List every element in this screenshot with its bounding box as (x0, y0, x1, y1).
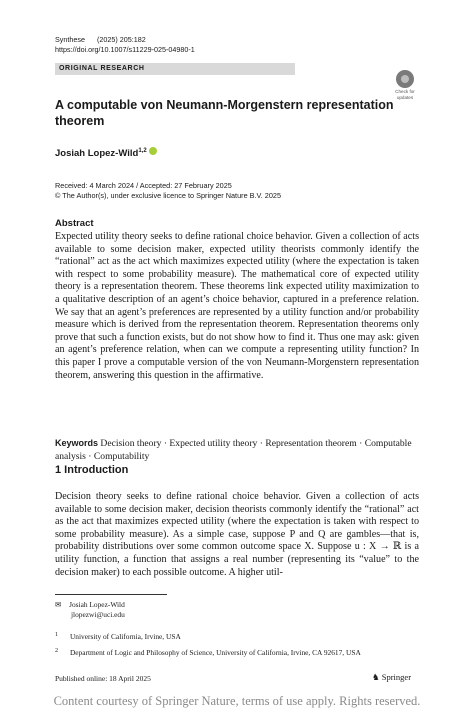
author-name[interactable]: Josiah Lopez-Wild (55, 148, 139, 159)
check-updates-icon (396, 70, 414, 88)
section-banner: ORIGINAL RESEARCH (55, 63, 295, 75)
footnote-divider (55, 594, 167, 595)
journal-info (55, 35, 146, 45)
check-updates-line2: updates (396, 95, 414, 100)
contact-name: Josiah Lopez-Wild (69, 600, 125, 609)
abstract-heading: Abstract (55, 218, 94, 229)
check-updates-line1: Check for (395, 89, 415, 94)
author-line (55, 147, 157, 159)
introduction-text: Decision theory seeks to define rational choice behavior. Given a collection of acts available to some decision maker, decision theorists commonly identify the “rational” act as the act that maximizes expected utility (where the expectation is taken with respect to some probability measure). As a simple case, suppose P and Q are gambles—that is, probability distributions over some common outcome space X. Suppose u : X → ℝ is a utility function, a function that assigns a real number (representing its “value” to the decision maker) to each possible outcome. A higher util- (55, 491, 419, 578)
envelope-icon: ✉ (55, 600, 62, 609)
contact-email[interactable]: jlopezwi@uci.edu (71, 610, 125, 619)
doi-link[interactable]: https://doi.org/10.1007/s11229-025-04980-1 (55, 45, 195, 54)
copyright: © The Author(s), under exclusive licence to Springer Nature B.V. 2025 (55, 191, 282, 200)
volume-info: (2025) 205:182 (96, 35, 146, 44)
publisher-name: Springer (381, 672, 412, 682)
keywords-label: Keywords (55, 438, 99, 448)
contact-block (55, 600, 125, 620)
footnote-1-number: 1 (55, 632, 59, 638)
check-for-updates-badge[interactable] (391, 70, 419, 100)
author-affiliation-sup: 1,2 (138, 147, 147, 154)
paper-title: A computable von Neumann-Morgenstern representation theorem (55, 98, 394, 128)
publisher-logo (372, 672, 411, 683)
footnote-2 (55, 646, 361, 658)
keywords-text: Decision theory · Expected utility theory · Representation theorem · Computable analysis · Computability (55, 438, 412, 462)
footnote-2-text: Department of Logic and Philosophy of Science, University of California, Irvine, CA 92617, USA (69, 648, 361, 658)
springer-horse-icon: ♞ (372, 672, 380, 682)
dates-block (55, 181, 281, 201)
published-online: Published online: 18 April 2025 (55, 674, 151, 683)
footnote-1 (55, 630, 181, 642)
keywords-line (55, 437, 419, 463)
courtesy-watermark: Content courtesy of Springer Nature, terms of use apply. Rights reserved. (53, 694, 421, 708)
footnote-1-text: University of California, Irvine, USA (69, 632, 181, 642)
journal-name: Synthese (55, 35, 85, 44)
section-heading-introduction: 1 Introduction (55, 464, 129, 476)
orcid-icon[interactable] (149, 147, 157, 155)
footnote-2-number: 2 (55, 648, 59, 654)
received-accepted: Received: 4 March 2024 / Accepted: 27 February 2025 (55, 181, 232, 190)
abstract-text: Expected utility theory seeks to define rational choice behavior. Given a collection of acts available to some decision maker, expected utility theorists commonly identify the “rational” act as the act which maximizes expected utility (where the expectation is taken with respect to some probability measure). The mathematical core of expected utility theory is a representation theorem. These theorems link expected utility maximization to a qualitative description of an agent’s choice behavior, captured in a preference relation. We say that an agent’s preferences are represented by a utility function and/or probability measure which is derived from the representation theorem. Representation theorems only prove that such a function exists, but do not show how to find it. Thus one may ask: given an agent’s preference relation, when can we compute a representing utility function? In this paper I prove a computable version of the von Neumann-Morgenstern representation theorem, answering this question in the affirmative. (55, 231, 419, 381)
